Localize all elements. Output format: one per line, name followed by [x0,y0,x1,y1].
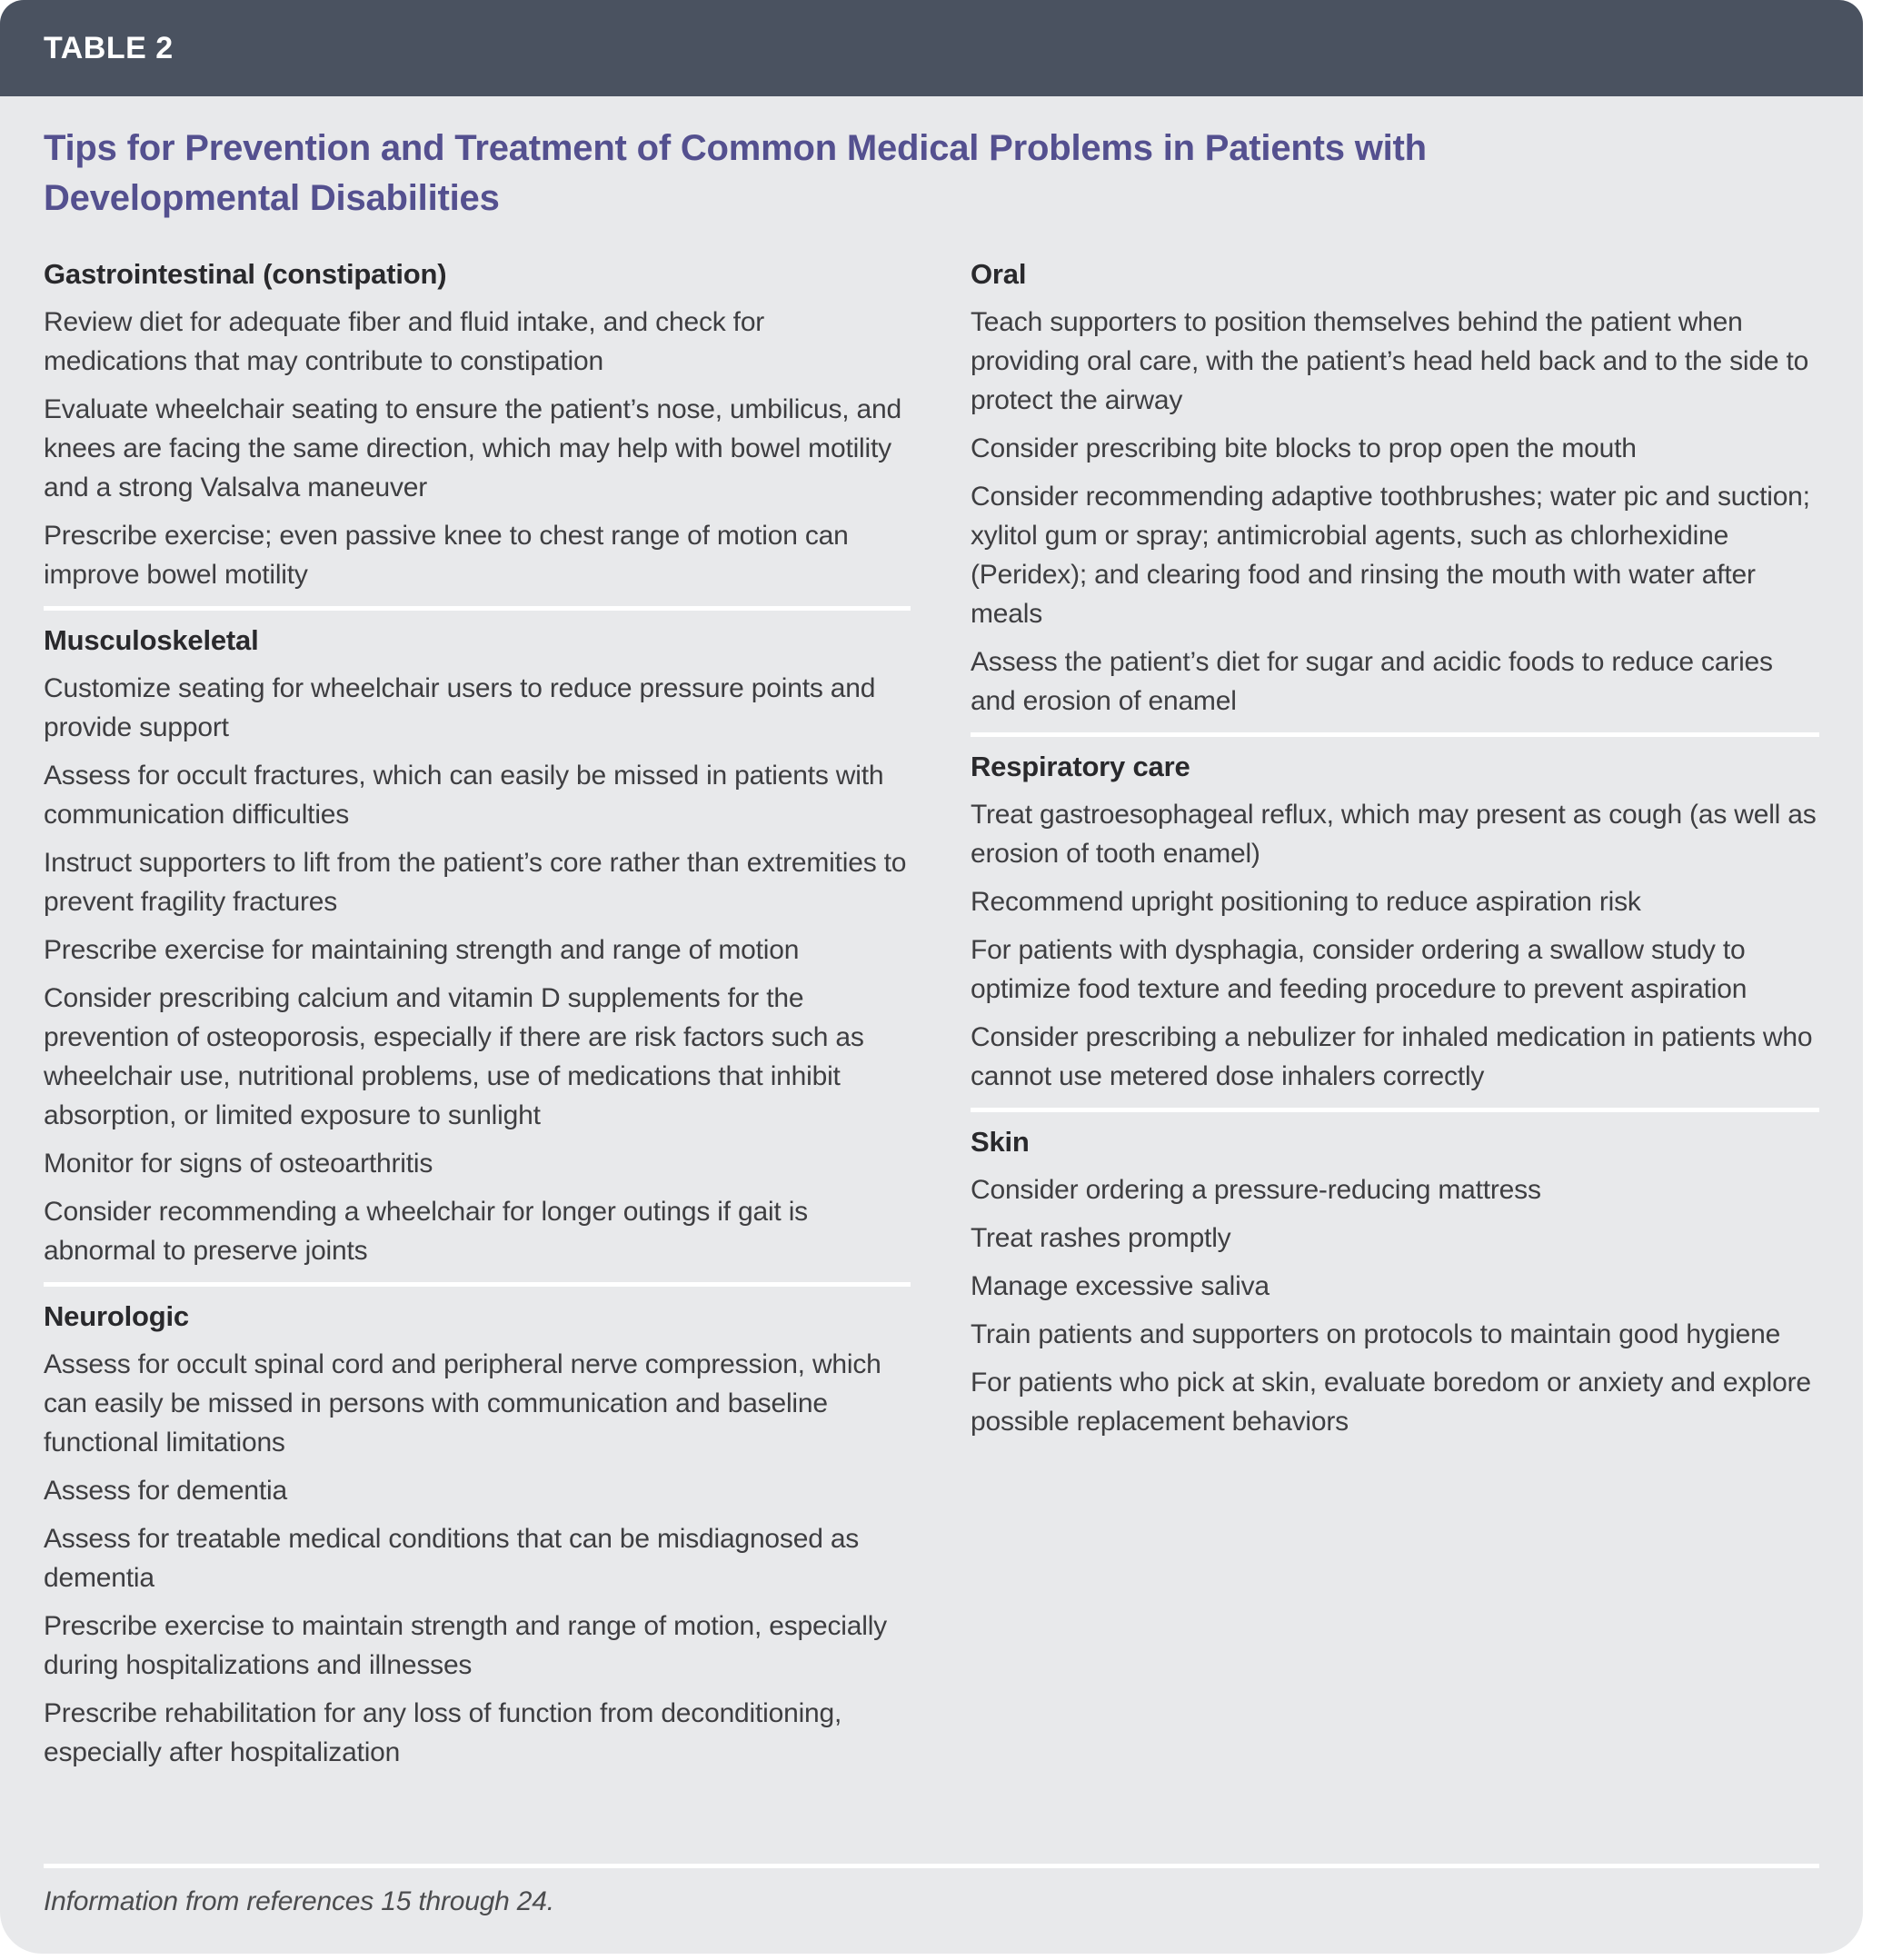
section-heading: Gastrointestinal (constipation) [44,258,447,290]
tip-item: Manage excessive saliva [971,1271,1270,1301]
tip-item: For patients who pick at skin, evaluate boredom or anxiety and explore possible replacement behaviors [971,1368,1811,1437]
column-left [44,254,911,1772]
tip-item: Review diet for adequate fiber and fluid intake, and check for medications that may contribute to constipation [44,307,765,376]
section-musculoskeletal [44,606,911,1270]
tip-item: Evaluate wheelchair seating to ensure the patient’s nose, umbilicus, and knees are facing the same direction, which may help with bowel motility and a strong Valsalva maneuver [44,394,901,502]
column-right [971,254,1819,1441]
tip-item: Treat rashes promptly [971,1223,1231,1253]
section-heading: Respiratory care [971,751,1190,782]
section-heading: Musculoskeletal [44,624,259,656]
tip-item: Prescribe rehabilitation for any loss of function from deconditioning, especially after hospitalization [44,1698,842,1767]
tip-item: Consider recommending a wheelchair for longer outings if gait is abnormal to preserve joints [44,1197,808,1266]
table-header-bar [0,0,1863,96]
footnote: Information from references 15 through 24. [44,1886,554,1916]
tip-item: Consider ordering a pressure-reducing mattress [971,1175,1541,1205]
tip-item: Prescribe exercise to maintain strength and range of motion, especially during hospitalizations and illnesses [44,1611,887,1680]
table-title: Tips for Prevention and Treatment of Common Medical Problems in Patients with Developmental Disabilities [44,128,1427,218]
tip-item: Customize seating for wheelchair users to reduce pressure points and provide support [44,673,876,742]
section-heading: Oral [971,258,1027,290]
tip-item: Prescribe exercise for maintaining strength and range of motion [44,935,800,965]
section-respiratory-care [971,732,1819,1096]
tip-item: Assess for treatable medical conditions that can be misdiagnosed as dementia [44,1524,860,1593]
tip-item: Prescribe exercise; even passive knee to chest range of motion can improve bowel motility [44,521,849,590]
section-neurologic [44,1282,911,1772]
section-gastrointestinal-constipation [44,254,911,594]
tip-item: Consider prescribing calcium and vitamin D supplements for the prevention of osteoporosis, especially if there are risk factors such as wheelchair use, nutritional problems, use of medications that inhibit absorption, or limited exposure to sunlight [44,983,864,1130]
tip-item: Assess for occult fractures, which can easily be missed in patients with communication difficulties [44,761,884,830]
tip-item: Assess for occult spinal cord and peripheral nerve compression, which can easily be missed in persons with communication and baseline functional limitations [44,1349,881,1458]
tip-item: Assess for dementia [44,1476,287,1506]
table-columns [44,254,1819,1772]
table-body [0,96,1863,1954]
tip-item: Treat gastroesophageal reflux, which may present as cough (as well as erosion of tooth enamel) [971,800,1817,869]
tip-item: Train patients and supporters on protocols to maintain good hygiene [971,1319,1781,1349]
footnote-area [44,1864,1819,1921]
section-heading: Skin [971,1126,1030,1158]
tip-item: Monitor for signs of osteoarthritis [44,1149,433,1179]
section-oral [971,254,1819,721]
tip-item: Teach supporters to position themselves behind the patient when providing oral care, with the patient’s head held back and to the side to protect the airway [971,307,1809,415]
section-skin [971,1108,1819,1441]
tip-item: Instruct supporters to lift from the patient’s core rather than extremities to prevent fragility fractures [44,848,907,917]
tip-item: Assess the patient’s diet for sugar and acidic foods to reduce caries and erosion of enamel [971,647,1773,716]
tip-item: Consider prescribing bite blocks to prop open the mouth [971,433,1637,463]
tip-item: Recommend upright positioning to reduce aspiration risk [971,887,1641,917]
tip-item: Consider prescribing a nebulizer for inhaled medication in patients who cannot use metered dose inhalers correctly [971,1022,1813,1091]
table-label: TABLE 2 [44,30,174,65]
tip-item: For patients with dysphagia, consider ordering a swallow study to optimize food texture and feeding procedure to prevent aspiration [971,935,1748,1004]
section-heading: Neurologic [44,1300,189,1332]
tip-item: Consider recommending adaptive toothbrushes; water pic and suction; xylitol gum or spray; antimicrobial agents, such as chlorhexidine (Peridex); and clearing food and rinsing the mouth with water after meals [971,482,1810,629]
